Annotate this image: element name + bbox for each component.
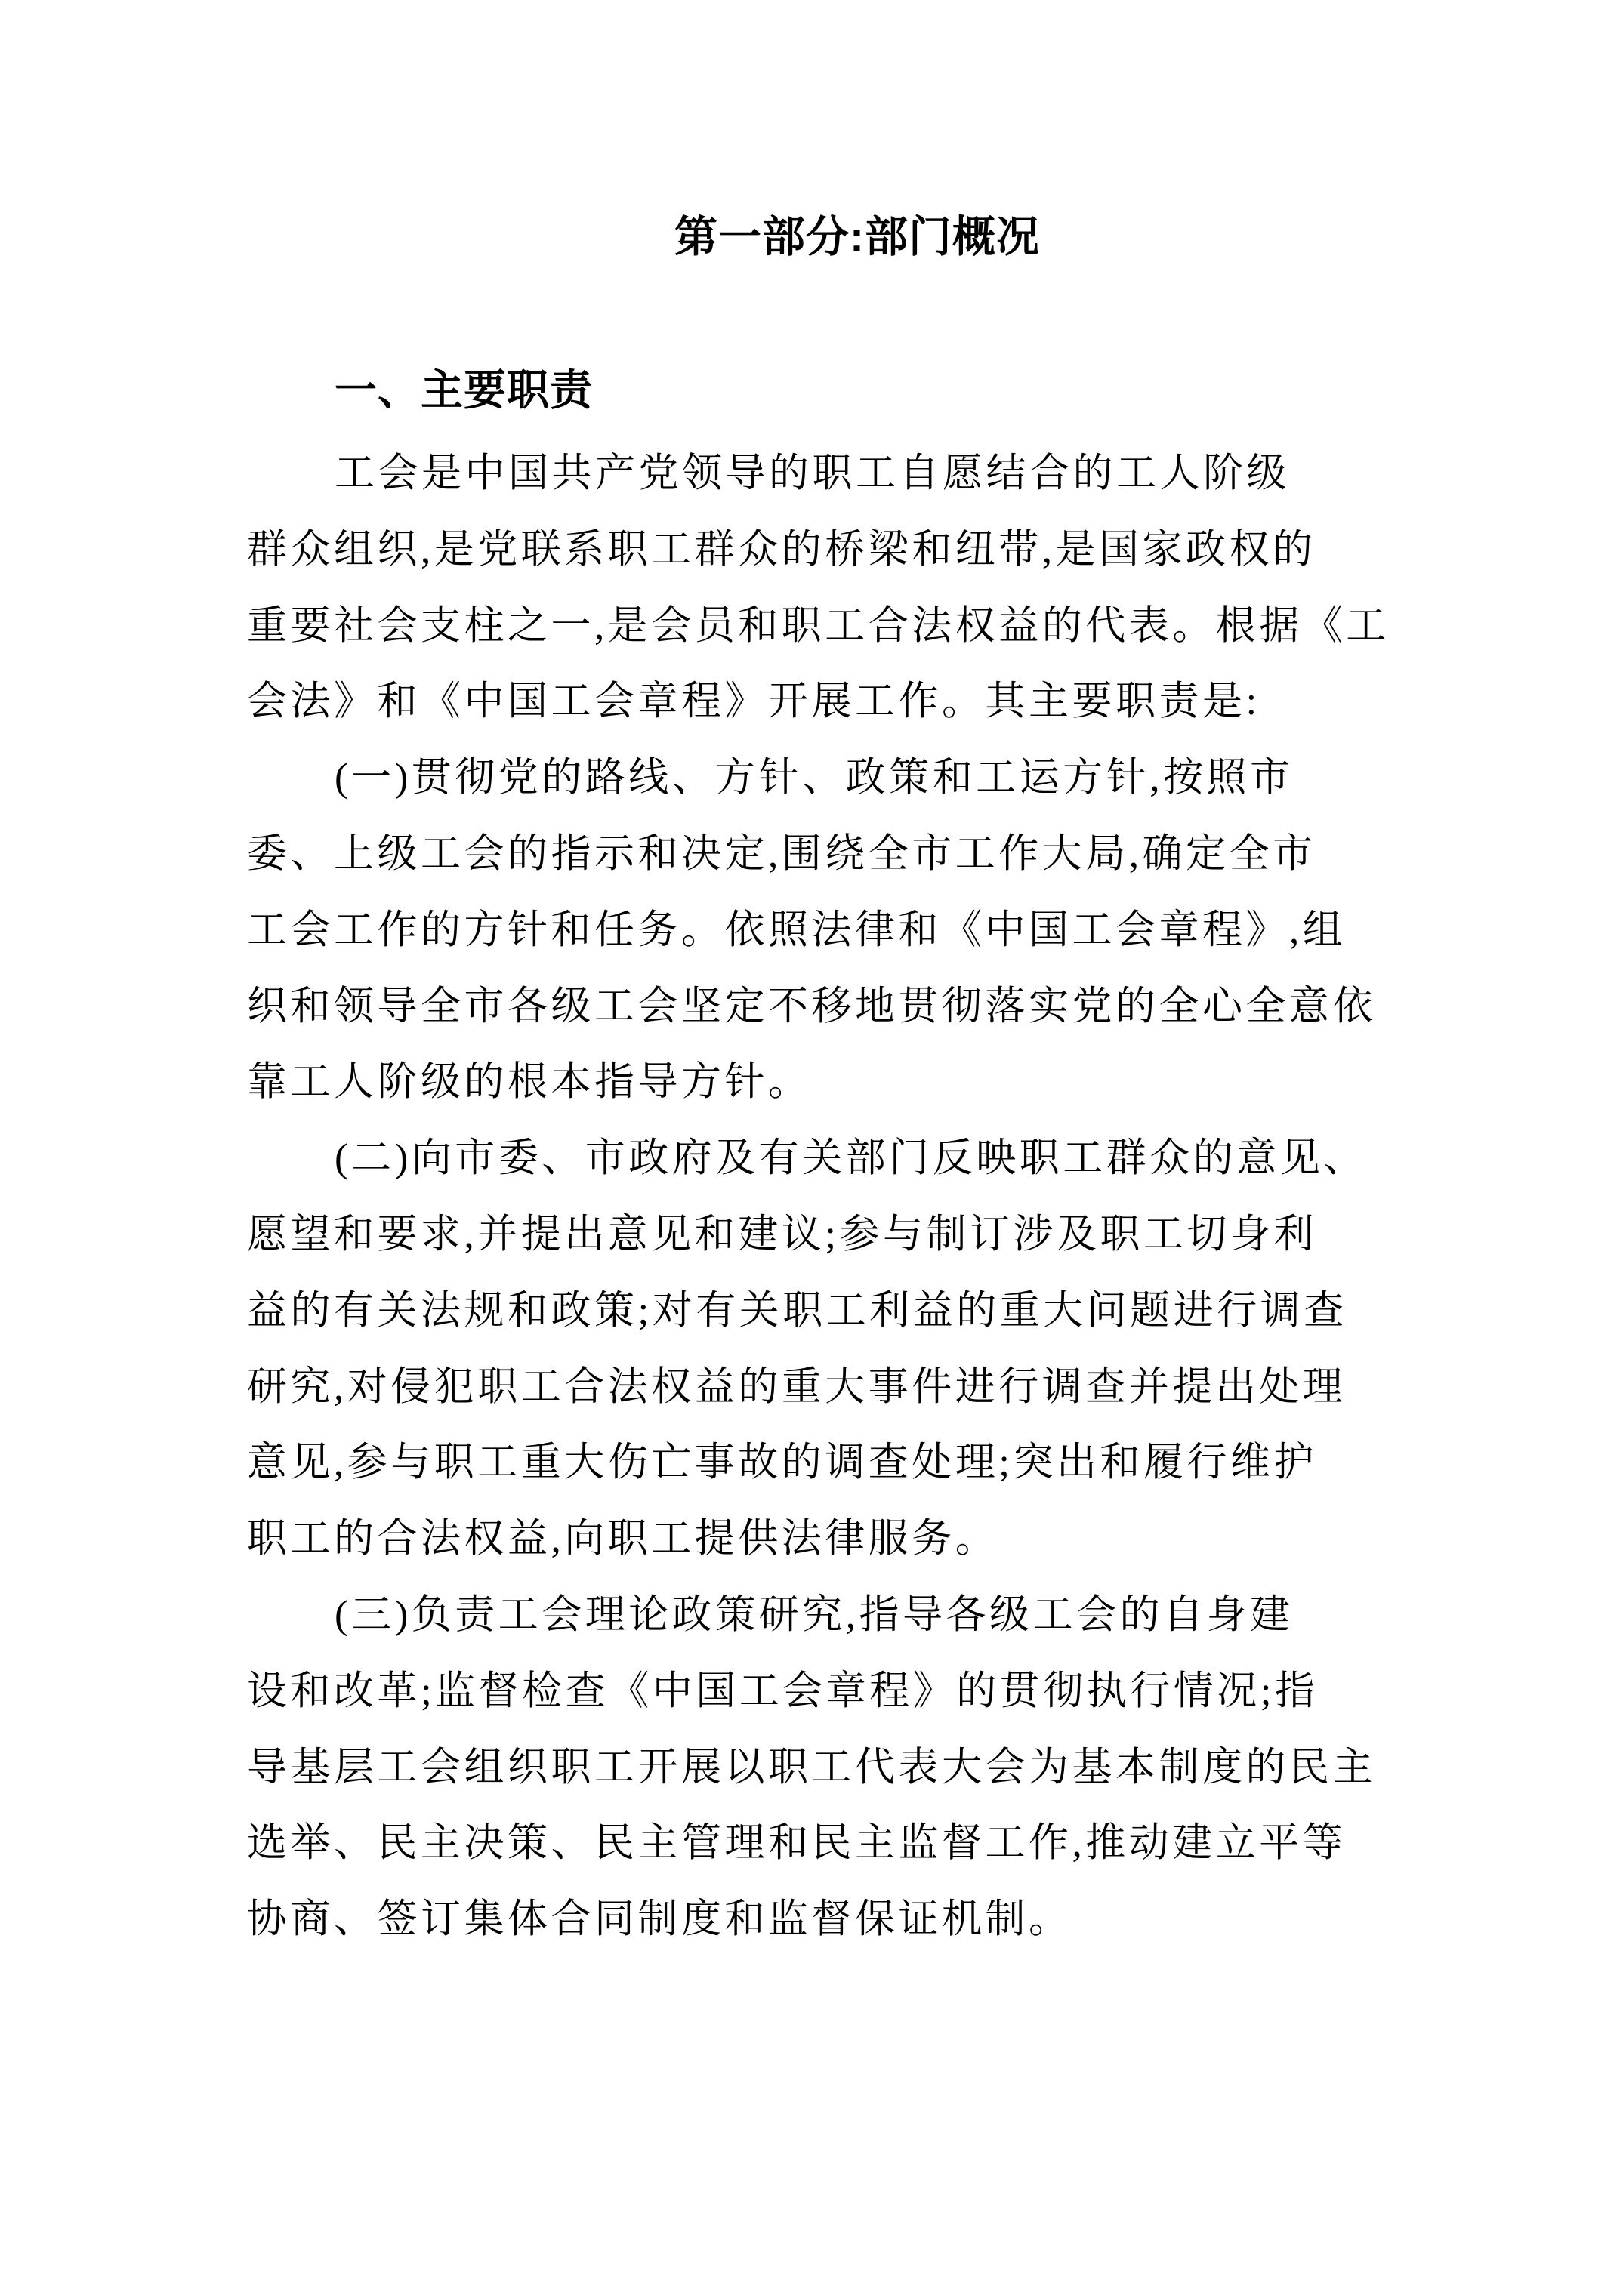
body-line: (一)贯彻党的路线、方针、政策和工运方针,按照市 xyxy=(335,756,1294,800)
body-text xyxy=(247,436,1390,1958)
body-line: (二)向市委、市政府及有关部门反映职工群众的意见、 xyxy=(335,1136,1367,1181)
body-line: 群众组织,是党联系职工群众的桥梁和纽带,是国家政权的 xyxy=(247,527,1316,572)
body-line: 会法》和《中国工会章程》开展工作。其主要职责是: xyxy=(247,680,1260,724)
body-line: 重要社会支柱之一,是会员和职工合法权益的代表。根据《工 xyxy=(247,603,1390,648)
body-line: 选举、民主决策、民主管理和民主监督工作,推动建立平等 xyxy=(247,1821,1347,1866)
body-line: 导基层工会组织职工开展以职工代表大会为基本制度的民主 xyxy=(247,1745,1376,1789)
body-line: 益的有关法规和政策;对有关职工利益的重大问题进行调查 xyxy=(247,1288,1347,1333)
body-line: 意见,参与职工重大伤亡事故的调查处理;突出和履行维护 xyxy=(247,1441,1317,1485)
body-line: 靠工人阶级的根本指导方针。 xyxy=(247,1060,812,1105)
body-line: 委、上级工会的指示和决定,围绕全市工作大局,确定全市 xyxy=(247,831,1316,876)
body-line: 协商、签订集体合同制度和监督保证机制。 xyxy=(247,1897,1072,1942)
body-line: 工会是中国共产党领导的职工自愿结合的工人阶级 xyxy=(335,451,1290,495)
body-line: 工会工作的方针和任务。依照法律和《中国工会章程》,组 xyxy=(247,908,1347,952)
body-line: 研究,对侵犯职工合法权益的重大事件进行调查并提出处理 xyxy=(247,1364,1347,1409)
body-line: 愿望和要求,并提出意见和建议;参与制订涉及职工切身利 xyxy=(247,1212,1317,1256)
body-line: 职工的合法权益,向职工提供法律服务。 xyxy=(247,1517,999,1561)
body-line: (三)负责工会理论政策研究,指导各级工会的自身建 xyxy=(335,1592,1294,1637)
section-heading: 一、主要职责 xyxy=(335,366,593,414)
body-line: 织和领导全市各级工会坚定不移地贯彻落实党的全心全意依 xyxy=(247,984,1376,1028)
page-title: 第一部分:部门概况 xyxy=(674,213,1040,261)
body-line: 设和改革;监督检查《中国工会章程》的贯彻执行情况;指 xyxy=(247,1669,1319,1713)
